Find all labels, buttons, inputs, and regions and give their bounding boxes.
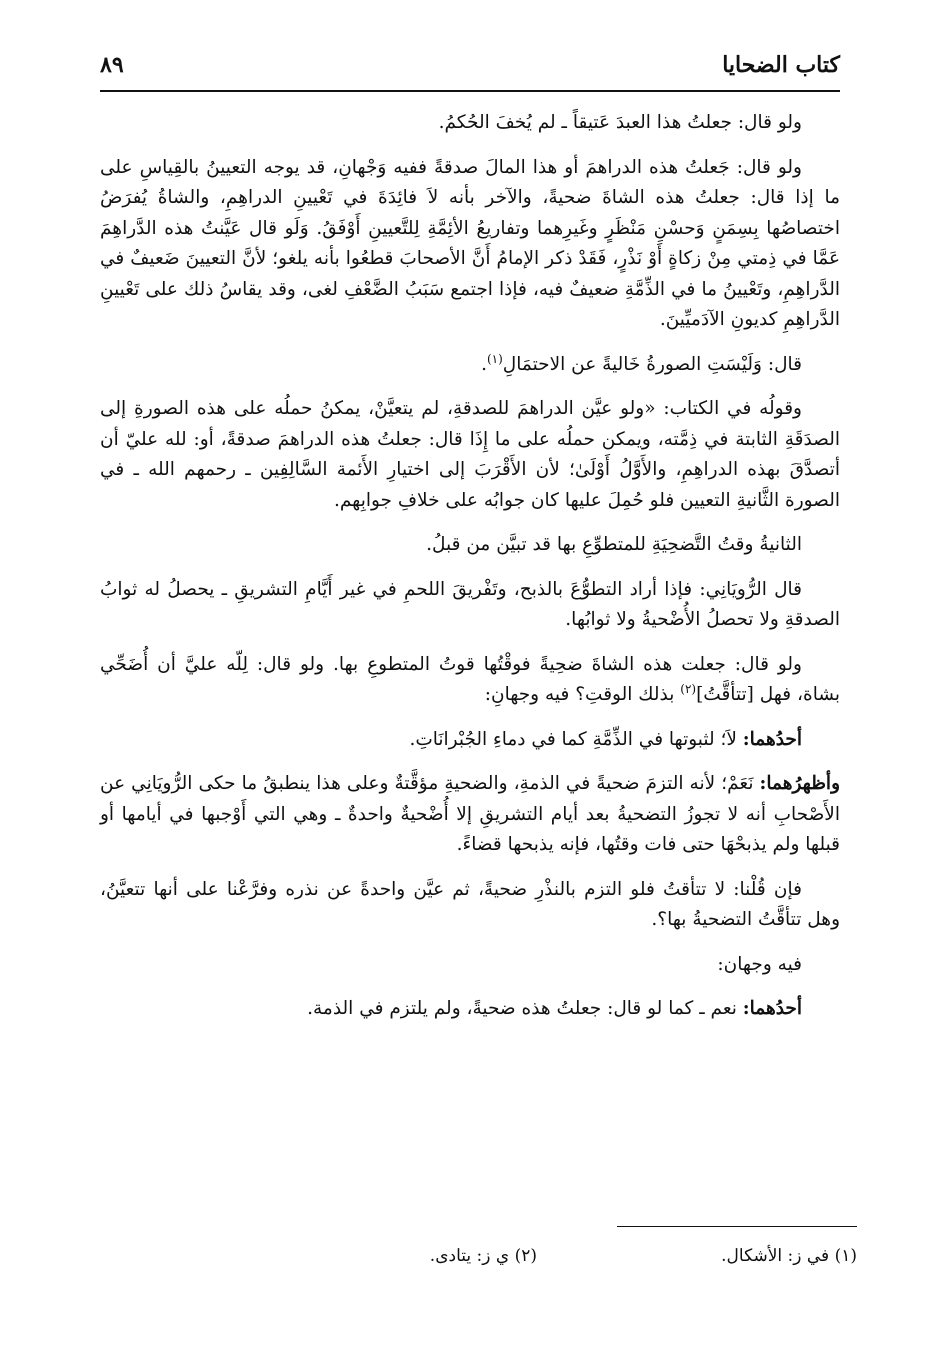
paragraph: فيه وجهان:	[717, 953, 802, 975]
paragraph: وأظهرُهما: نَعَمْ؛ لأنه التزمَ ضحيةً في الذمةِ، والضحيةِ مؤقَّتةٌ وعلى هذا ينطبقُ ما حكى الرُّويَانِي عن الأَصْحابِ أنه لا تجوزُ التضحيةُ بعد أيام التشريقِ إلا أُضْحيةٌ واحدةٌ ـ وهي التي أَوْجبها في أيامها أو قبلها ولم يذبحْهَا حتى فات وقتُها، فإنه يذبحها قضاءً.	[100, 773, 840, 855]
footnote-2: (٢) ي ز: يتادى.	[429, 1246, 537, 1266]
paragraph: ولو قال: جعلتُ هذا العبدَ عَتيقاً ـ لم يُخفَ الحُكمُ.	[438, 112, 802, 133]
lead-term: وأظهرُهما:	[759, 773, 840, 794]
footnote-ref: (١)	[486, 351, 503, 366]
paragraph: فإن قُلْنا: لا تتأقتُ فلو التزم بالنذْرِ ضحيةً، ثم عيَّن واحدةً عن نذره وفرَّعْنا على أنها تتعيَّنُ، وهل تتأقَّتُ التضحيةُ بها؟.	[100, 878, 840, 930]
footnote-1: (١) في ز: الأشكال.	[721, 1246, 857, 1266]
paragraph: ولو قال: جَعلتُ هذه الدراهمَ أو هذا المالَ صدقةً ففيه وَجْهانِ، قد يوجه التعيينُ بالقِياسِ على ما إذا قال: جعلتُ هذه الشاةَ ضحيةً، والآخر بأنه لاَ فائِدَةَ في تَعْيينِ الدراهِمِ، والشاةُ يُفرَضُ اختصاصُها بِسِمَنٍ وَحسْنِ مَنْظَرٍ وغَيرِهما وتفاريعُ الأئِمَّةِ لِلتَّعيينِ أَوْفَقُ. وَلَو قال عَيَّنتُ هذه الدَّراهِمَ عَمَّا في ذِمتي مِنْ زكاةٍ أَوْ نَذْرٍ، فَقَدْ ذكر الإمامُ أَنَّ الأصحابَ قطعُوا بأنه يلغو؛ لأنَّ التعيينَ ضَعيفٌ في الدَّراهِمِ، وتَعْيينُ ما في الذِّمَّةِ ضعيفٌ فيه، فإذا اجتمع سَبَبُ الضَّعْفِ لغى، وقد يقاسُ ذلك على تَعْيينِ الدَّراهِمِ كديونِ الآدَميِّينَ.	[100, 156, 840, 330]
paragraph: قال: وَلَيْسَتِ الصورةُ خَاليةً عن الاحتمَالِ$^{(١)}$.	[481, 351, 802, 375]
footnote-ref: (٢)	[680, 681, 697, 696]
footnotes	[257, 1246, 857, 1276]
lead-term: أحدُهما:	[742, 998, 802, 1019]
lead-term: أحدُهما:	[742, 728, 802, 750]
page-header	[100, 46, 840, 92]
book-title: كتاب الضحايا	[722, 52, 840, 78]
paragraph: ولو قال: جعلت هذه الشاةَ ضحِيةً فوقْتُها قوتُ المتطوعِ بها. ولو قال: لِلّه عليَّ أن أُضَحِّي بشاة، فهل [تتأقَّتُ]$^{(٢)}$ بذلك الوقتِ؟ فيه وجهانِ:	[100, 653, 840, 705]
page-body	[100, 108, 840, 1039]
footnote-divider	[617, 1226, 857, 1227]
paragraph: الثانيةُ وقتُ التَّضحِيَةِ للمتطوِّعِ بها قد تبيَّن من قبلُ.	[426, 534, 802, 555]
paragraph: أحدُهما: نعم ـ كما لو قال: جعلتُ هذه ضحيةً، ولم يلتزم في الذمة.	[307, 998, 802, 1019]
paragraph: قال الرُّويَانِي: فإذا أراد التطوُّعَ بالذبح، وتَفْريقَ اللحمِ في غير أَيَّامِ التشريقِ ـ يحصلُ له ثوابُ الصدقةِ ولا تحصلُ الأُضْحيةُ ولا ثوابُها.	[100, 578, 840, 630]
paragraph: وقولُه في الكتاب: «ولو عيَّن الدراهمَ للصدقةِ، لم يتعيَّنْ، يمكنُ حملُه على هذه الصورةِ إلى الصدَقَةِ الثابتة في ذِمَّته، ويمكن حملُه على ما إِذَا قال: جعلتُ هذه الدراهمَ صدقةً، أو: لله عليّ أن أتصدَّقَ بهذه الدراهِمِ، والأَوَّلُ أَوْلَىٰ؛ لأن الأَقْرَبَ إلى اختيارِ الأَئمة السَّالِفِين ـ رحمهم الله ـ في الصورة الثَّانيةِ التعيين فلو حُمِلَ عليها كان جوابُه على خلافِ جوابِهم.	[100, 398, 840, 511]
page-number: ٨٩	[100, 52, 124, 78]
paragraph: أحدُهما: لاَ؛ لثبوتها في الذِّمَّةِ كما في دماءِ الجُبْرانَاتِ.	[409, 728, 802, 750]
